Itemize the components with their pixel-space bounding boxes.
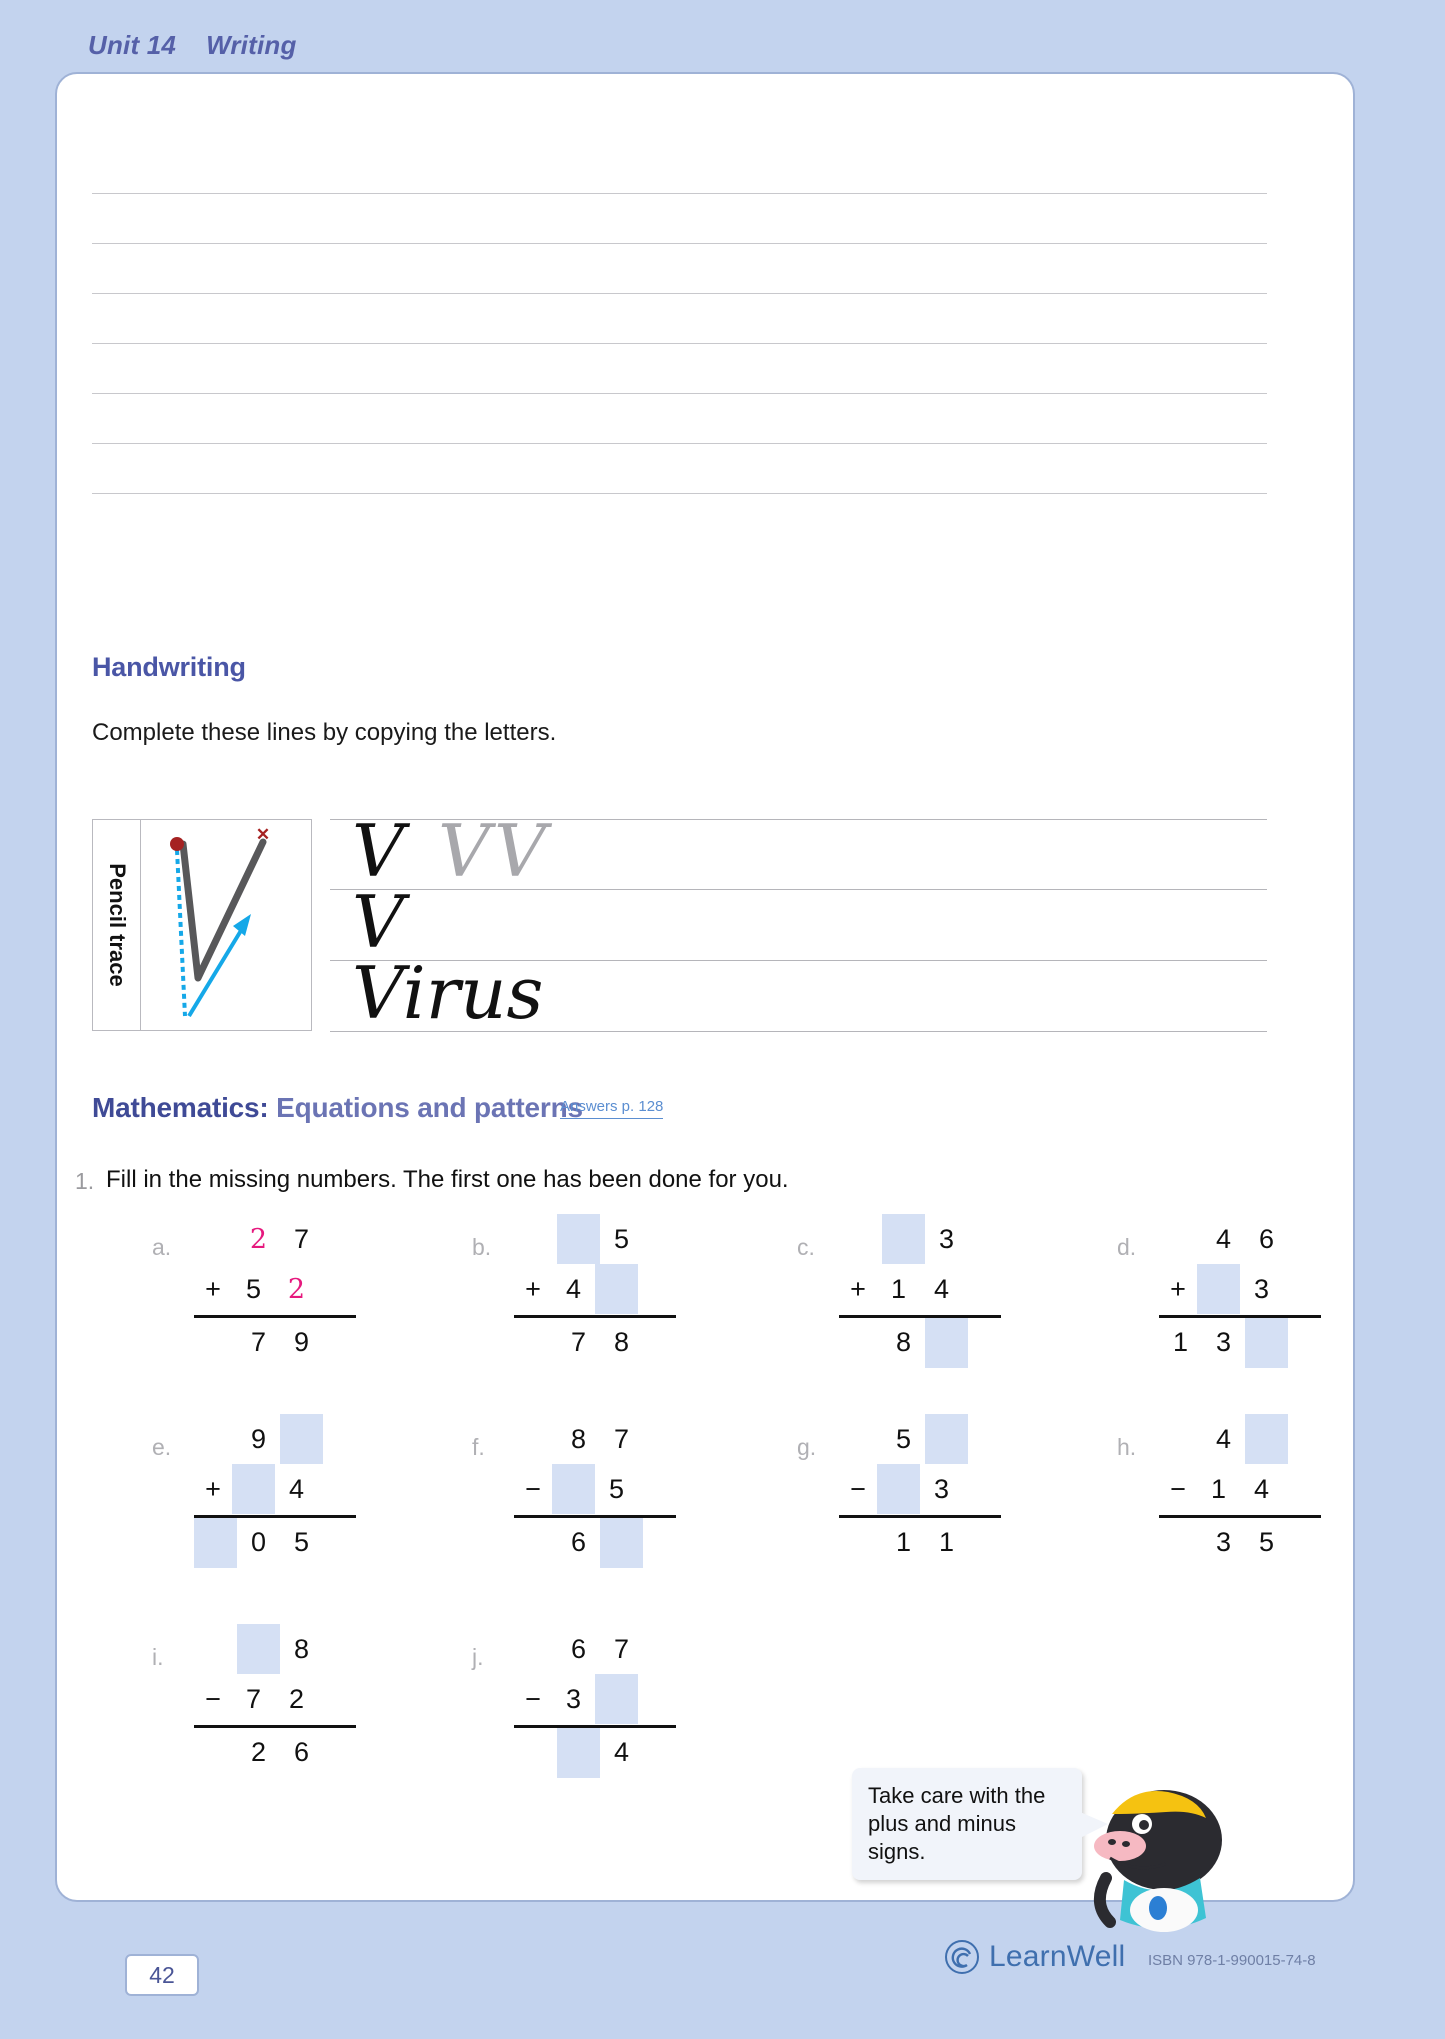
writing-line[interactable] — [92, 194, 1267, 244]
result-row — [839, 1518, 1001, 1568]
digit-blank-box[interactable] — [1245, 1318, 1288, 1368]
digit-blank-box[interactable] — [925, 1414, 968, 1464]
spacer — [194, 1624, 237, 1674]
digit-given: 4 — [933, 1273, 950, 1304]
learnwell-spiral-logo-icon — [945, 1940, 979, 1974]
digit-given: 8 — [613, 1327, 630, 1357]
digit-given: 2 — [288, 1683, 305, 1714]
digit-given: 4 — [1215, 1223, 1232, 1254]
writing-line[interactable] — [92, 344, 1267, 394]
handwriting-heading: Handwriting — [92, 652, 246, 682]
digit-blank-box[interactable] — [595, 1264, 638, 1314]
addend-row-top — [839, 1214, 1001, 1264]
unit-section: Writing — [206, 30, 297, 60]
penguin-icon — [1072, 1762, 1247, 1932]
operator-sign: − — [1170, 1473, 1186, 1504]
digit-blank-box[interactable] — [925, 1318, 968, 1368]
digit-given: 4 — [1215, 1423, 1232, 1454]
digit-blank-box[interactable] — [280, 1414, 323, 1464]
problem-label: e. — [152, 1434, 172, 1460]
operator-sign: − — [525, 1473, 541, 1504]
digit-blank-box[interactable] — [557, 1728, 600, 1778]
problem-label: d. — [1117, 1234, 1137, 1260]
addend-row-bottom — [194, 1264, 356, 1314]
digit-given: 1 — [1172, 1327, 1189, 1357]
digit-given: 3 — [938, 1223, 955, 1254]
handwriting-instruction: Complete these lines by copying the letters. — [92, 719, 557, 746]
spacer — [1159, 1518, 1202, 1568]
digit-given: 1 — [890, 1273, 907, 1304]
operator-sign: + — [205, 1473, 221, 1504]
digit-blank-box[interactable] — [557, 1214, 600, 1264]
trace-row3-word: Virus — [352, 951, 544, 1035]
digit-blank-box[interactable] — [877, 1464, 920, 1514]
problem-label: f. — [472, 1434, 485, 1460]
addend-row-bottom — [514, 1464, 676, 1514]
operator-sign: + — [1170, 1273, 1186, 1304]
digit-given: 4 — [1253, 1473, 1270, 1504]
answers-link[interactable]: Answers p. 128 — [560, 1098, 663, 1119]
operator-sign: − — [850, 1473, 866, 1504]
digit-given: 3 — [1215, 1527, 1232, 1557]
trace-row1-solid-letter: V — [352, 809, 404, 893]
digit-given: 6 — [570, 1633, 587, 1664]
spacer — [839, 1318, 882, 1368]
problem-label: j. — [472, 1644, 484, 1670]
result-row — [1159, 1518, 1321, 1568]
digit-given: 4 — [613, 1737, 630, 1767]
digit-given: 5 — [608, 1473, 625, 1504]
digit-blank-box[interactable] — [552, 1464, 595, 1514]
spacer — [514, 1518, 557, 1568]
tip-speech-bubble: Take care with the plus and minus signs. — [852, 1768, 1082, 1880]
digit-given: 1 — [1210, 1473, 1227, 1504]
writing-lines-block[interactable] — [92, 144, 1267, 494]
digit-given: 7 — [613, 1633, 630, 1664]
addend-row-top — [194, 1624, 356, 1674]
digit-given: 1 — [895, 1527, 912, 1557]
mascot-penguin — [1072, 1762, 1247, 1937]
digit-given: 7 — [293, 1223, 310, 1254]
digit-given: 5 — [293, 1527, 310, 1557]
question-number: 1. — [75, 1168, 95, 1194]
result-row — [1159, 1318, 1321, 1368]
digit-given: 3 — [565, 1683, 582, 1714]
spacer — [514, 1624, 557, 1674]
spacer — [839, 1414, 882, 1464]
addend-row-top — [514, 1214, 676, 1264]
column-sum — [839, 1214, 1001, 1368]
digit-given: 8 — [570, 1423, 587, 1454]
spacer — [839, 1214, 882, 1264]
result-row — [194, 1318, 356, 1368]
addend-row-top — [1159, 1214, 1321, 1264]
footer-brand — [945, 1940, 1125, 1974]
digit-blank-box[interactable] — [194, 1518, 237, 1568]
pencil-trace-label-cell — [93, 820, 141, 1030]
spacer — [514, 1318, 557, 1368]
column-sum — [514, 1624, 676, 1778]
trace-row2-solid-letter: V — [352, 880, 404, 964]
addend-row-bottom — [839, 1264, 1001, 1314]
column-sum — [194, 1214, 356, 1368]
column-sum — [194, 1624, 356, 1778]
writing-line[interactable] — [92, 294, 1267, 344]
mathematics-topic: Equations and patterns — [276, 1092, 583, 1123]
spacer — [194, 1414, 237, 1464]
spacer — [514, 1414, 557, 1464]
operator-sign: + — [525, 1273, 541, 1304]
addend-row-bottom — [194, 1674, 356, 1724]
addend-row-bottom — [1159, 1464, 1321, 1514]
addend-row-bottom — [1159, 1264, 1321, 1314]
writing-line[interactable] — [92, 244, 1267, 294]
addend-row-bottom — [514, 1674, 676, 1724]
operator-sign: + — [205, 1273, 221, 1304]
column-sum — [839, 1414, 1001, 1568]
addend-row-top — [839, 1414, 1001, 1464]
digit-given: 6 — [570, 1527, 587, 1557]
column-sum — [514, 1214, 676, 1368]
result-row — [514, 1518, 676, 1568]
problem-label: g. — [797, 1434, 817, 1460]
trace-row1-ghost-letter: V — [438, 809, 490, 893]
digit-given: 3 — [1215, 1327, 1232, 1357]
digit-given: 3 — [933, 1473, 950, 1504]
problem-label: i. — [152, 1644, 164, 1670]
addend-row-bottom — [514, 1264, 676, 1314]
addend-row-top — [514, 1624, 676, 1674]
digit-blank-box[interactable] — [232, 1464, 275, 1514]
mathematics-label: Mathematics: — [92, 1092, 269, 1123]
svg-text:✕: ✕ — [255, 825, 271, 844]
trace-letter-v-svg — [141, 820, 309, 1030]
digit-given: 9 — [250, 1423, 267, 1454]
writing-line[interactable] — [92, 144, 1267, 194]
addend-row-top — [514, 1414, 676, 1464]
operator-sign: + — [850, 1273, 866, 1304]
digit-given: 4 — [288, 1473, 305, 1504]
addend-row-top — [194, 1214, 356, 1264]
pencil-trace-label: Pencil trace — [104, 863, 130, 987]
trace-row1-ghost-letter: V — [494, 809, 546, 893]
digit-given: 6 — [1258, 1223, 1275, 1254]
spacer — [514, 1728, 557, 1778]
math-problems-grid — [57, 1214, 1357, 1767]
problem-label: h. — [1117, 1434, 1137, 1460]
digit-blank-box[interactable] — [1197, 1264, 1240, 1314]
digit-given: 8 — [895, 1327, 912, 1357]
digit-given: 5 — [245, 1273, 262, 1304]
digit-given: 5 — [613, 1223, 630, 1254]
digit-given: 5 — [1258, 1527, 1275, 1557]
digit-given: 1 — [938, 1527, 955, 1557]
digit-answer: 2 — [287, 1273, 306, 1305]
digit-given: 2 — [250, 1737, 267, 1767]
digit-blank-box[interactable] — [237, 1624, 280, 1674]
page-number-tab: 42 — [125, 1954, 199, 1996]
digit-answer: 2 — [249, 1223, 268, 1255]
writing-line[interactable] — [92, 394, 1267, 444]
brand-name: LearnWell — [989, 1940, 1126, 1973]
spacer — [1159, 1414, 1202, 1464]
column-sum — [1159, 1214, 1321, 1368]
result-row — [194, 1728, 356, 1778]
addend-row-top — [194, 1414, 356, 1464]
spacer — [194, 1318, 237, 1368]
addend-row-top — [1159, 1414, 1321, 1464]
result-row — [514, 1728, 676, 1778]
pencil-trace-section — [92, 809, 1267, 1035]
spacer — [514, 1214, 557, 1264]
spacer — [1159, 1214, 1202, 1264]
operator-sign: − — [525, 1683, 541, 1714]
digit-given: 8 — [293, 1633, 310, 1664]
question-text: Fill in the missing numbers. The first one has been done for you. — [106, 1166, 789, 1193]
digit-blank-box[interactable] — [600, 1518, 643, 1568]
writing-line[interactable] — [92, 444, 1267, 494]
pencil-trace-diagram — [141, 820, 311, 1030]
digit-given: 7 — [613, 1423, 630, 1454]
digit-given: 9 — [293, 1327, 310, 1357]
result-row — [839, 1318, 1001, 1368]
digit-given: 5 — [895, 1423, 912, 1454]
isbn-text: ISBN 978-1-990015-74-8 — [1148, 1952, 1316, 1969]
unit-number: Unit 14 — [88, 30, 177, 60]
digit-given: 3 — [1253, 1273, 1270, 1304]
spacer — [194, 1214, 237, 1264]
problem-label: c. — [797, 1234, 815, 1260]
result-row — [514, 1318, 676, 1368]
digit-given: 7 — [570, 1327, 587, 1357]
digit-given: 6 — [293, 1737, 310, 1767]
problem-label: a. — [152, 1234, 172, 1260]
column-sum — [514, 1414, 676, 1568]
digit-blank-box[interactable] — [1245, 1414, 1288, 1464]
mathematics-heading — [92, 1092, 583, 1124]
spacer — [194, 1728, 237, 1778]
pencil-trace-box — [92, 819, 312, 1031]
unit-header — [88, 30, 297, 61]
handwriting-practice-lines[interactable] — [330, 809, 1267, 1035]
digit-given: 0 — [250, 1527, 267, 1557]
spacer — [839, 1518, 882, 1568]
digit-given: 4 — [565, 1273, 582, 1304]
problem-label: b. — [472, 1234, 492, 1260]
digit-given: 7 — [250, 1327, 267, 1357]
addend-row-bottom — [839, 1464, 1001, 1514]
digit-given: 7 — [245, 1683, 262, 1714]
digit-blank-box[interactable] — [595, 1674, 638, 1724]
digit-blank-box[interactable] — [882, 1214, 925, 1264]
addend-row-bottom — [194, 1464, 356, 1514]
column-sum — [194, 1414, 356, 1568]
operator-sign: − — [205, 1683, 221, 1714]
result-row — [194, 1518, 356, 1568]
column-sum — [1159, 1414, 1321, 1568]
